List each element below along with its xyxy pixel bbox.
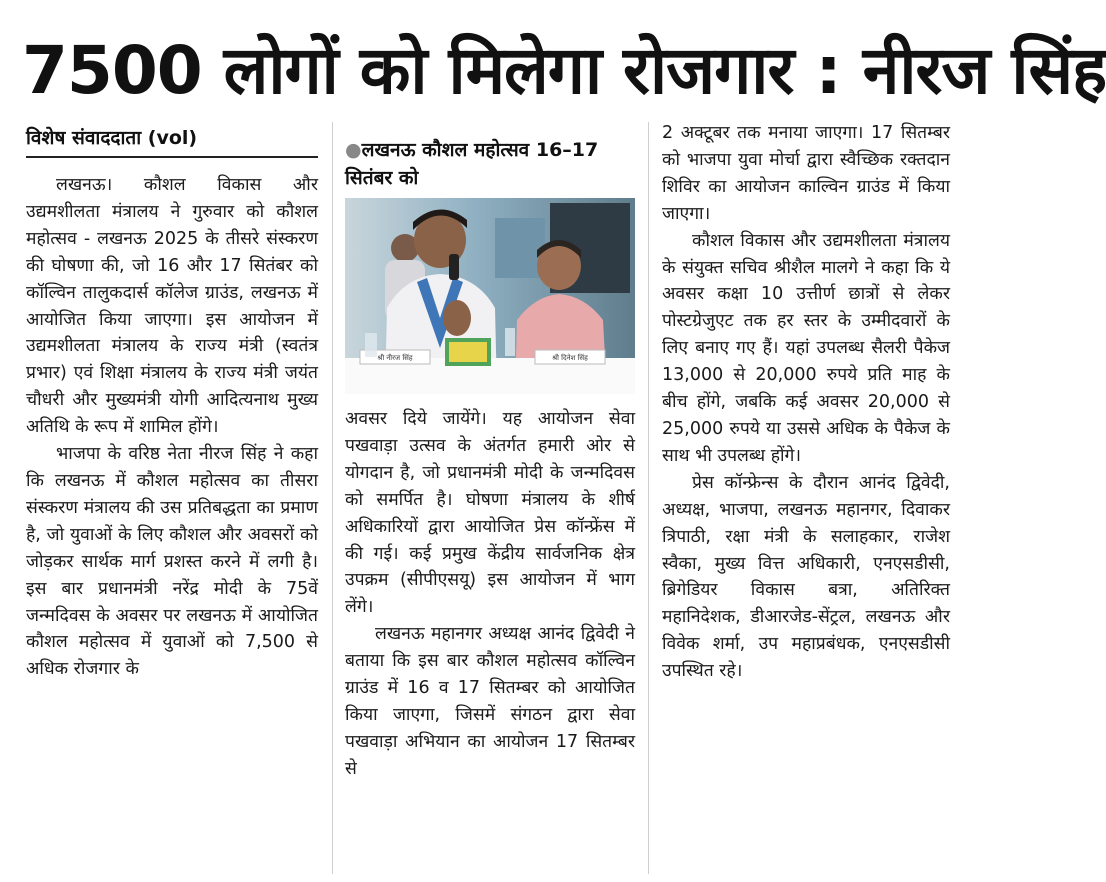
paragraph: 2 अक्टूबर तक मनाया जाएगा। 17 सितम्बर को भाजपा युवा मोर्चा द्वारा स्वैच्छिक रक्तदान शिविर का आयोजन काल्विन ग्राउंड में किया जाएगा। [662,123,950,224]
nameplate-right: श्री दिनेश सिंह [552,354,588,362]
article-column-2 [345,406,635,783]
paragraph: भाजपा के वरिष्ठ नेता नीरज सिंह ने कहा कि लखनऊ में कौशल महोत्सव का तीसरा संस्करण मंत्रालय की उस प्रतिबद्धता का प्रमाण है, जो युवाओं के लिए कौशल और अवसरों को जोड़कर सार्थक मार्ग प्रशस्त करने में लगी है। इस बार प्रधानमंत्री नरेंद्र मोदी के 75वें जन्मदिवस के अवसर पर लखनऊ में आयोजित कौशल महोत्सव में युवाओं को 7,500 से अधिक रोजगार के [26,444,318,680]
column-divider [648,122,649,874]
byline-divider [26,156,318,158]
headline: 7500 लोगों को मिलेगा रोजगार : नीरज सिंह [22,32,1106,109]
bullet-icon: ● [345,139,362,161]
article-column-3 [662,120,950,685]
photo-illustration [345,198,635,394]
paragraph: अवसर दिये जायेंगे। यह आयोजन सेवा पखवाड़ा उत्सव के अंतर्गत हमारी ओर से योगदान है, जो प्रधानमंत्री मोदी के जन्मदिवस को समर्पित है। घोषणा मंत्रालय के शीर्ष अधिकारियों द्वारा आयोजित प्रेस कॉन्फ्रेंस में की गई। कई प्रमुख केंद्रीय सार्वजनिक क्षेत्र उपक्रम (सीपीएसयू) इस आयोजन में भाग लेंगे। [345,409,635,618]
photo-caption [345,136,635,192]
paragraph: प्रेस कॉन्फ्रेन्स के दौरान आनंद द्विवेदी, अध्यक्ष, भाजपा, लखनऊ महानगर, दिवाकर त्रिपाठी, रक्षा मंत्री के सलाहकार, राजेश स्वैका, मुख्य वित्त अधिकारी, एनएसडीसी, ब्रिगेडियर विकास बत्रा, अतिरिक्त महानिदेशक, डीआरजेड-सेंट्रल, लखनऊ और विवेक शर्मा, उप महाप्रबंधक, एनएसडीसी उपस्थित रहे। [662,472,950,682]
news-photo [345,198,635,394]
article-column-1 [26,172,318,683]
column-divider [332,122,333,874]
nameplate-left: श्री नीरज सिंह [377,354,413,362]
photo-caption-text: लखनऊ कौशल महोत्सव 16–17 सितंबर को [345,139,599,189]
paragraph: कौशल विकास और उद्यमशीलता मंत्रालय के संयुक्त सचिव श्रीशैल मालगे ने कहा कि ये अवसर कक्षा 10 उत्तीर्ण छात्रों से लेकर पोस्टग्रेजुएट तक हर स्तर के उम्मीदवारों के लिए बनाए गए हैं। यहां उपलब्ध सैलरी पैकेज 13,000 से 20,000 रुपये प्रति माह के बीच होंगे, जबकि कई अवसर 20,000 से 25,000 रुपये या उससे अधिक के पैकेज के साथ भी उपलब्ध होंगे। [662,230,950,466]
paragraph: लखनऊ। कौशल विकास और उद्यमशीलता मंत्रालय ने गुरुवार को कौशल महोत्सव - लखनऊ 2025 के तीसरे संस्करण की घोषणा की, जो 16 और 17 सितंबर को कॉल्विन तालुकदार्स कॉलेज ग्राउंड, लखनऊ में आयोजित किया जाएगा। इस आयोजन में उद्यमशीलता मंत्रालय के राज्य मंत्री (स्वतंत्र प्रभार) एवं शिक्षा मंत्रालय के राज्य मंत्री जयंत चौधरी और मुख्यमंत्री योगी आदित्यनाथ मुख्य अतिथि के रूप में शामिल होंगे। [26,175,318,438]
byline: विशेष संवाददाता (vol) [26,127,198,149]
paragraph: लखनऊ महानगर अध्यक्ष आनंद द्विवेदी ने बताया कि इस बार कौशल महोत्सव कॉल्विन ग्राउंड में 16 व 17 सितम्बर को आयोजित किया जाएगा, जिसमें संगठन द्वारा सेवा पखवाड़ा अभियान का आयोजन 17 सितम्बर से [345,624,635,779]
